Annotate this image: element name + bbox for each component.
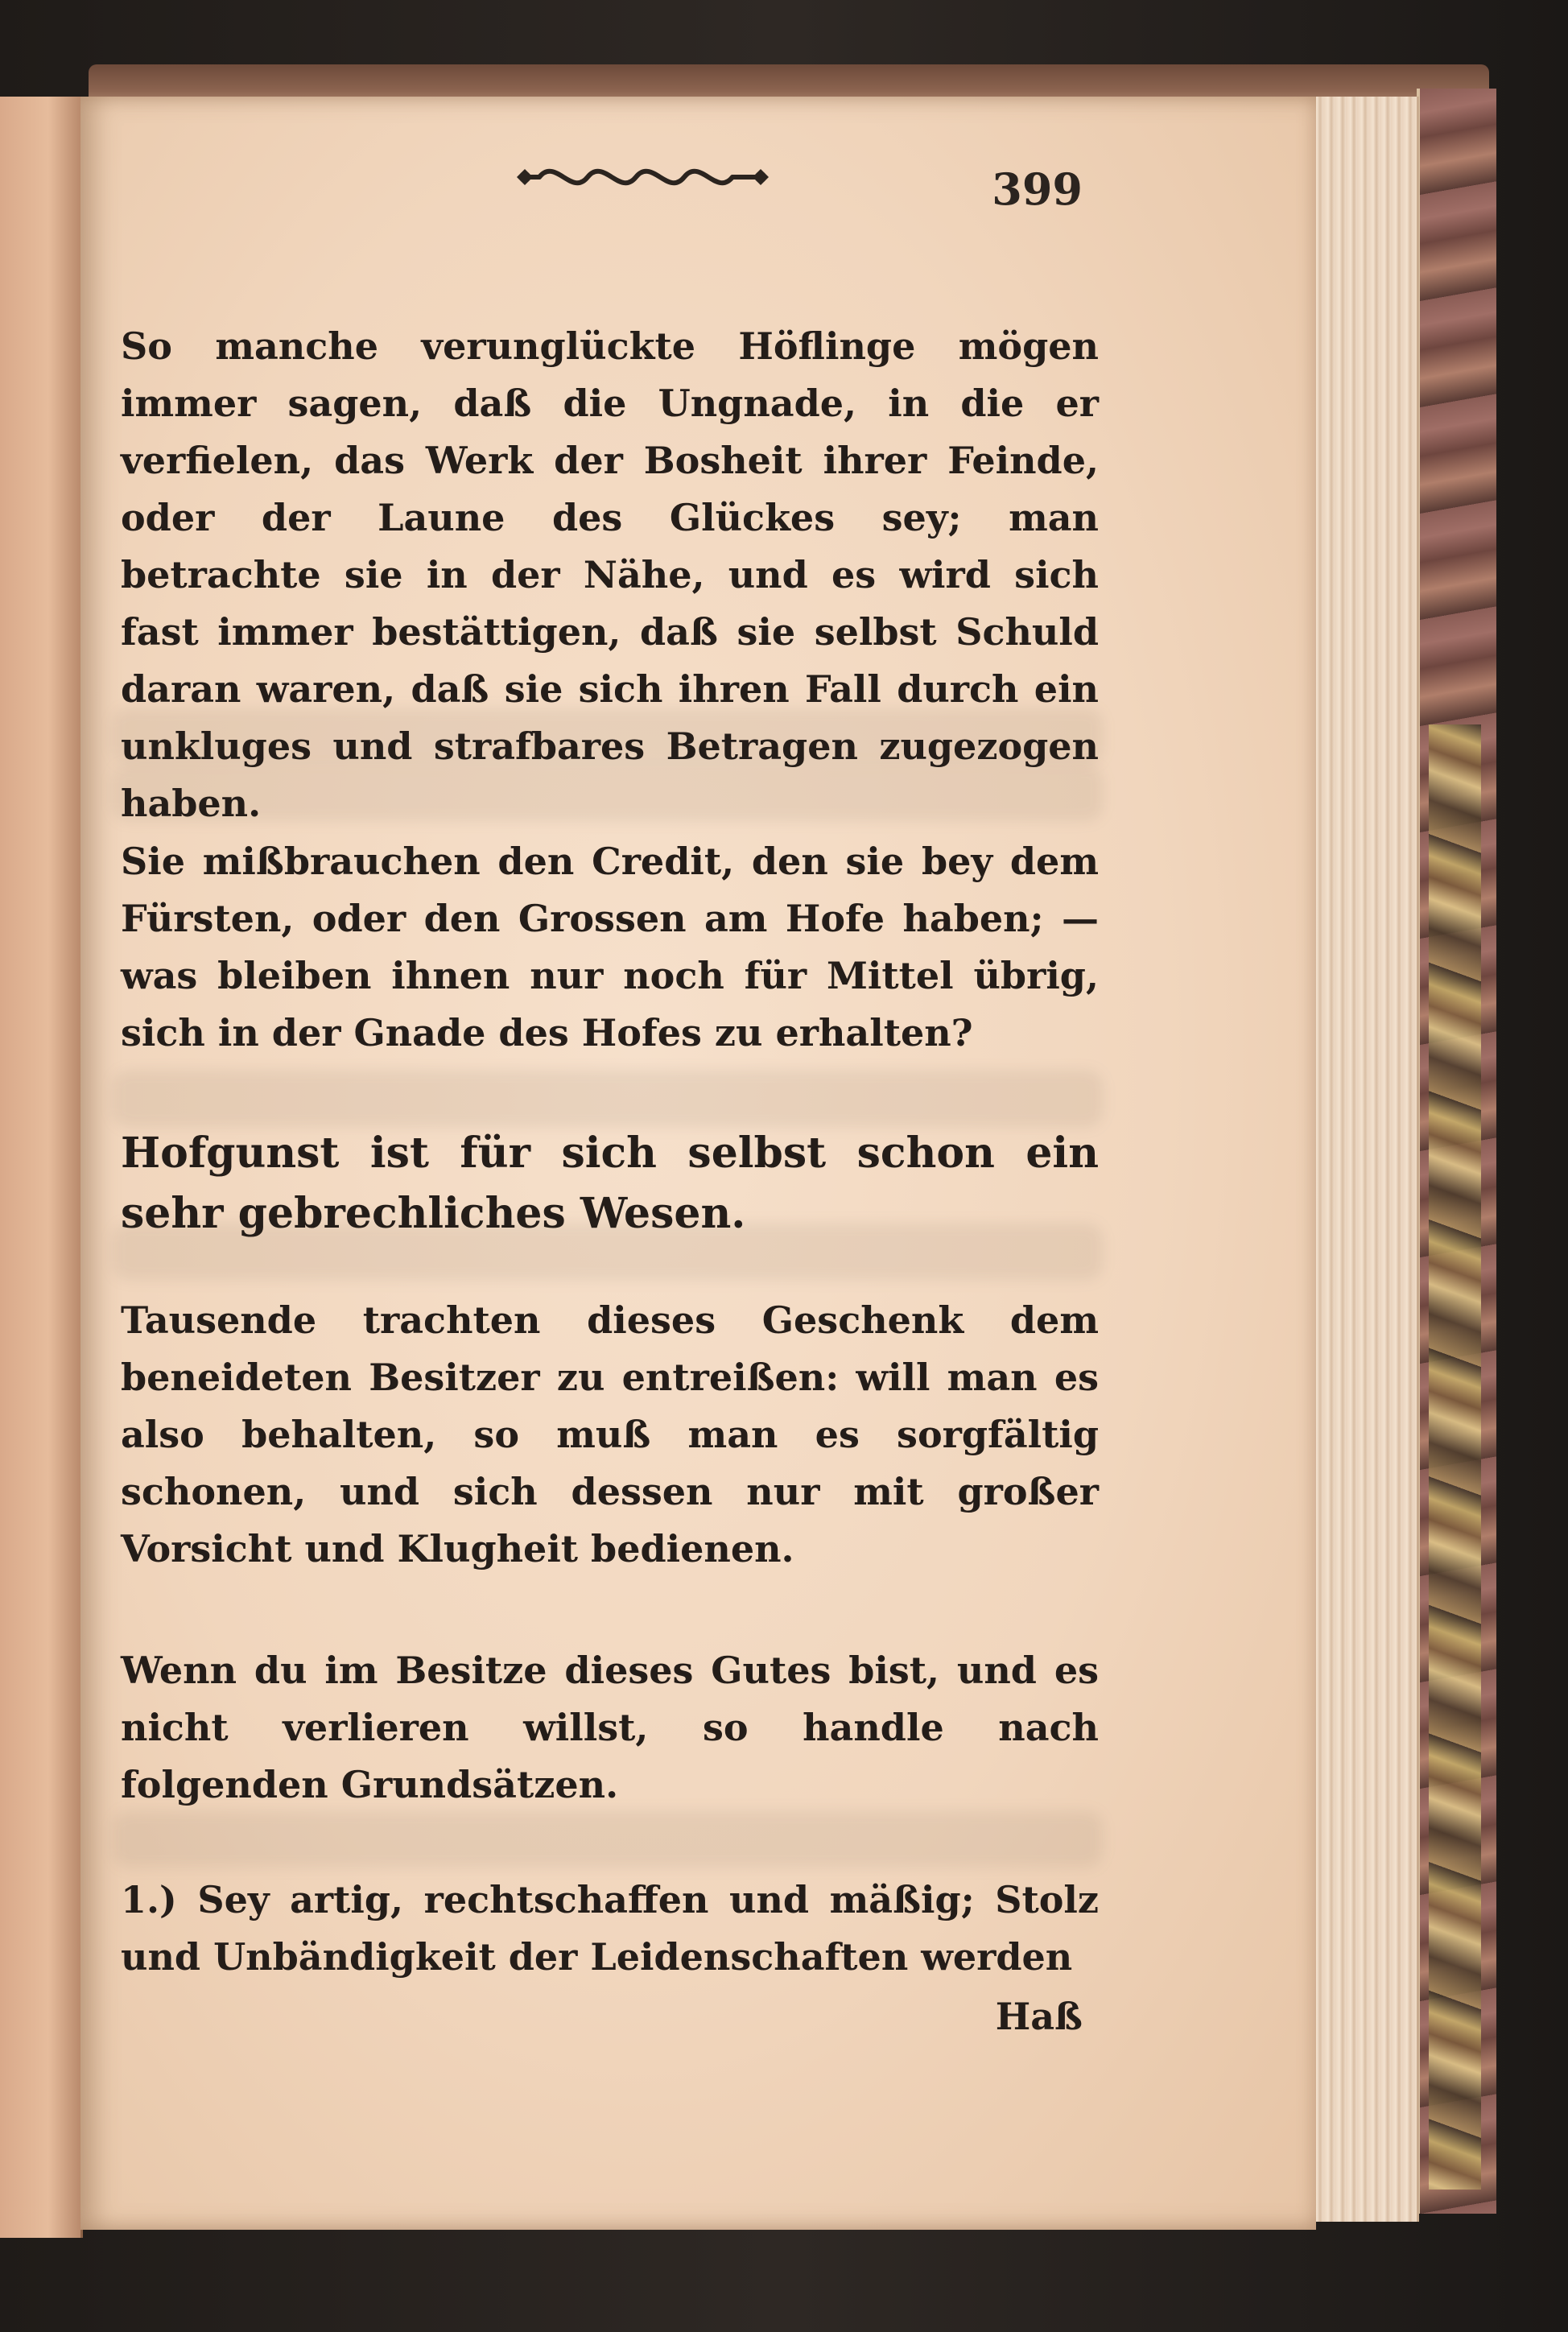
paragraph-5: 1.) Sey artig, rechtschaffen und mäßig; Stolz und Unbändigkeit der Leidenschaften werden (121, 1878, 1099, 1979)
paragraph-1: So manche verunglückte Höflinge mögen immer sagen, daß die Ungnade, in die er verfielen, das Werk der Bosheit ihrer Feinde, oder der Laune des Glückes sey; man betrachte sie in der Nähe, und es wird sich fast immer bestättigen, daß sie selbst Schuld daran waren, daß sie sich ihren Fall durch ein unkluges und strafbares Betragen zugezogen haben. (121, 324, 1099, 825)
paragraph-3: Tausende trachten dieses Geschenk dem beneideten Besitzer zu entreißen: will man es also behalten, so muß man es sorgfältig schonen, und sich dessen nur mit großer Vorsicht und Klugheit bedienen. (121, 1298, 1099, 1570)
page-stack-edges (1312, 97, 1419, 2222)
show-through (113, 1811, 1103, 1868)
paragraph-2: Sie mißbrauchen den Credit, den sie bey dem Fürsten, oder den Grossen am Hofe haben; — was bleiben ihnen nur noch für Mittel übrig, sich in der Gnade des Hofes zu erhalten? (121, 840, 1099, 1055)
show-through (113, 1071, 1103, 1127)
catchword: Haß (995, 1995, 1083, 2038)
header-ornament-icon (515, 149, 773, 205)
page-number: 399 (992, 163, 1083, 215)
paragraph-4: Wenn du im Besitze dieses Gutes bist, und es nicht verlieren willst, so handle nach folgenden Grundsätzen. (121, 1649, 1099, 1806)
facing-page-edge (0, 97, 83, 2238)
marbled-cover-paper (1429, 724, 1481, 2190)
section-heading: Hofgunst ist für sich selbst schon ein sehr gebrechliches Wesen. (121, 1129, 1099, 1238)
